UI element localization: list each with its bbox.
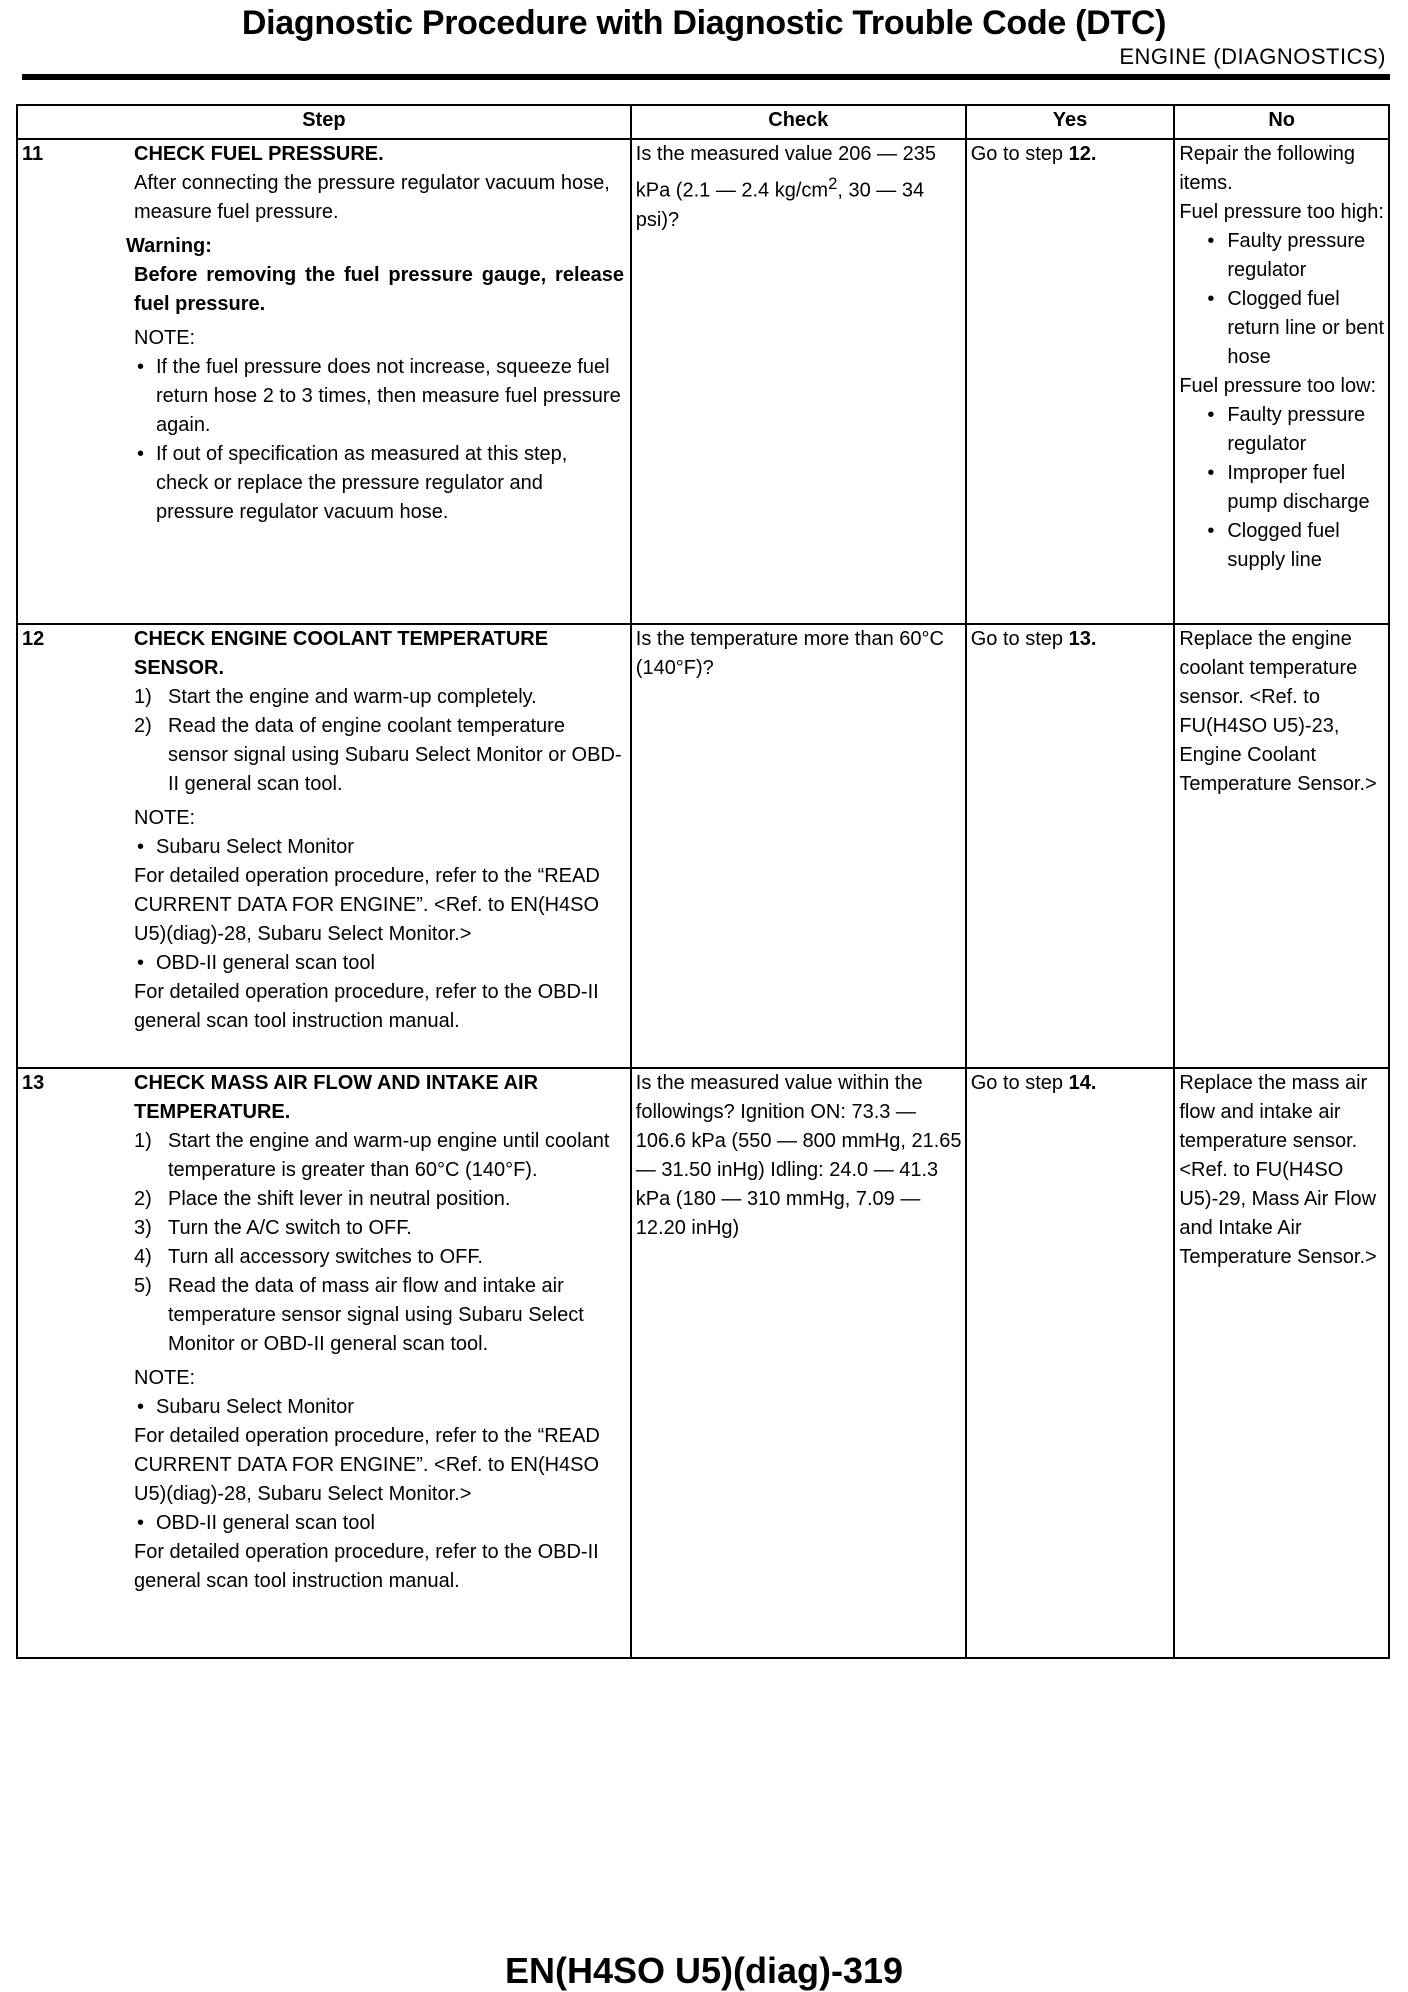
note-bullet: • Subaru Select Monitor xyxy=(137,1396,354,1418)
page-title: Diagnostic Procedure with Diagnostic Trouble Code (DTC) xyxy=(241,4,1167,42)
no-cell: Repair the following items. Fuel pressure too high: • Faulty pressure regulator • Clogged fuel return line or bent hose Fuel pressure too low: • Faulty pressure regulator • Improper fuel pump discharge • Clogged fuel supply line xyxy=(1174,139,1389,624)
step-body xyxy=(134,1069,624,1596)
cause-item: • Faulty pressure regulator xyxy=(1207,230,1366,281)
no-cell: Replace the mass air flow and intake air temperature sensor. <Ref. to FU(H4SO U5)-29, Mass Air Flow and Intake Air Temperature Sensor.> xyxy=(1174,1068,1389,1658)
note-text: For detailed operation procedure, refer to the OBD-II general scan tool instruction manual. xyxy=(134,981,599,1032)
col-header-yes: Yes xyxy=(966,105,1175,139)
step-title: CHECK FUEL PRESSURE. xyxy=(134,143,384,165)
procedure-step: 1) Start the engine and warm-up engine until coolant temperature is greater than 60°C (140°F). xyxy=(134,1130,610,1181)
header-rule xyxy=(22,74,1390,80)
note-bullet: • If out of specification as measured at this step, check or replace the pressure regulator and pressure regulator vacuum hose. xyxy=(137,443,568,523)
note-bullet: • Subaru Select Monitor xyxy=(137,836,354,858)
step-cell xyxy=(17,1068,631,1658)
step-title: CHECK MASS AIR FLOW AND INTAKE AIR TEMPERATURE. xyxy=(134,1072,539,1123)
note-title: NOTE: xyxy=(134,807,196,829)
warning-title: Warning: xyxy=(126,235,212,257)
cause-item: • Improper fuel pump discharge xyxy=(1207,462,1370,513)
step-title: CHECK ENGINE COOLANT TEMPERATURE SENSOR. xyxy=(134,628,549,679)
yes-cell: Go to step 14. xyxy=(966,1068,1175,1658)
procedure-step: 2) Place the shift lever in neutral position. xyxy=(134,1188,511,1210)
procedure-step: 5) Read the data of mass air flow and intake air temperature sensor signal using Subaru Select Monitor or OBD-II general scan tool. xyxy=(134,1275,584,1355)
note-title: NOTE: xyxy=(134,327,196,349)
step-number: 11 xyxy=(22,143,44,165)
note-bullet: • If the fuel pressure does not increase, squeeze fuel return hose 2 to 3 times, then measure fuel pressure again. xyxy=(137,356,621,436)
check-cell: Is the temperature more than 60°C (140°F)? xyxy=(631,624,966,1068)
page-number: EN(H4SO U5)(diag)-319 xyxy=(504,1950,904,1991)
col-header-check: Check xyxy=(631,105,966,139)
no-cell: Replace the engine coolant temperature sensor. <Ref. to FU(H4SO U5)-23, Engine Coolant Temperature Sensor.> xyxy=(1174,624,1389,1068)
step-number: 13 xyxy=(22,1072,45,1094)
warning-body: Before removing the fuel pressure gauge, release fuel pressure. xyxy=(134,264,624,315)
procedure-step: 2) Read the data of engine coolant temperature sensor signal using Subaru Select Monitor or OBD-II general scan tool. xyxy=(134,715,622,795)
check-cell: Is the measured value within the followings? Ignition ON: 73.3 — 106.6 kPa (550 — 800 mmHg, 21.65 — 31.50 inHg) Idling: 24.0 — 41.3 kPa (180 — 310 mmHg, 7.09 — 12.20 inHg) xyxy=(631,1068,966,1658)
note-bullet: • OBD-II general scan tool xyxy=(137,952,375,974)
note-bullet: • OBD-II general scan tool xyxy=(137,1512,375,1534)
cause-item: • Clogged fuel supply line xyxy=(1207,520,1340,571)
note-text: For detailed operation procedure, refer to the “READ CURRENT DATA FOR ENGINE”. <Ref. to EN(H4SO U5)(diag)-28, Subaru Select Monitor.> xyxy=(134,1425,600,1505)
col-header-no: No xyxy=(1174,105,1389,139)
step-number: 12 xyxy=(22,628,45,650)
yes-cell: Go to step 13. xyxy=(966,624,1175,1068)
check-cell: Is the measured value 206 — 235 kPa (2.1 — 2.4 $kg/cm^2$, 30 — 34 psi)? xyxy=(631,139,966,624)
note-text: For detailed operation procedure, refer to the “READ CURRENT DATA FOR ENGINE”. <Ref. to EN(H4SO U5)(diag)-28, Subaru Select Monitor.> xyxy=(134,865,600,945)
procedure-step: 1) Start the engine and warm-up completely. xyxy=(134,686,537,708)
cause-item: • Clogged fuel return line or bent hose xyxy=(1207,288,1385,368)
section-subtitle: ENGINE (DIAGNOSTICS) xyxy=(1119,44,1386,69)
table-row-step-13 xyxy=(17,1068,1389,1658)
step-cell xyxy=(17,624,631,1068)
table-row-step-11 xyxy=(17,139,1389,624)
procedure-step: 3) Turn the A/C switch to OFF. xyxy=(134,1217,412,1239)
step-body xyxy=(126,140,624,527)
step-body xyxy=(134,625,624,1036)
col-header-step: Step xyxy=(17,105,631,139)
table-header-row xyxy=(17,105,1389,139)
step-cell xyxy=(17,139,631,624)
note-text: For detailed operation procedure, refer to the OBD-II general scan tool instruction manual. xyxy=(134,1541,599,1592)
procedure-table xyxy=(16,104,1390,1659)
yes-cell: Go to step 12. xyxy=(966,139,1175,624)
note-title: NOTE: xyxy=(134,1367,196,1389)
step-intro: After connecting the pressure regulator vacuum hose, measure fuel pressure. xyxy=(134,172,610,223)
cause-item: • Faulty pressure regulator xyxy=(1207,404,1366,455)
procedure-step: 4) Turn all accessory switches to OFF. xyxy=(134,1246,483,1268)
table-row-step-12 xyxy=(17,624,1389,1068)
